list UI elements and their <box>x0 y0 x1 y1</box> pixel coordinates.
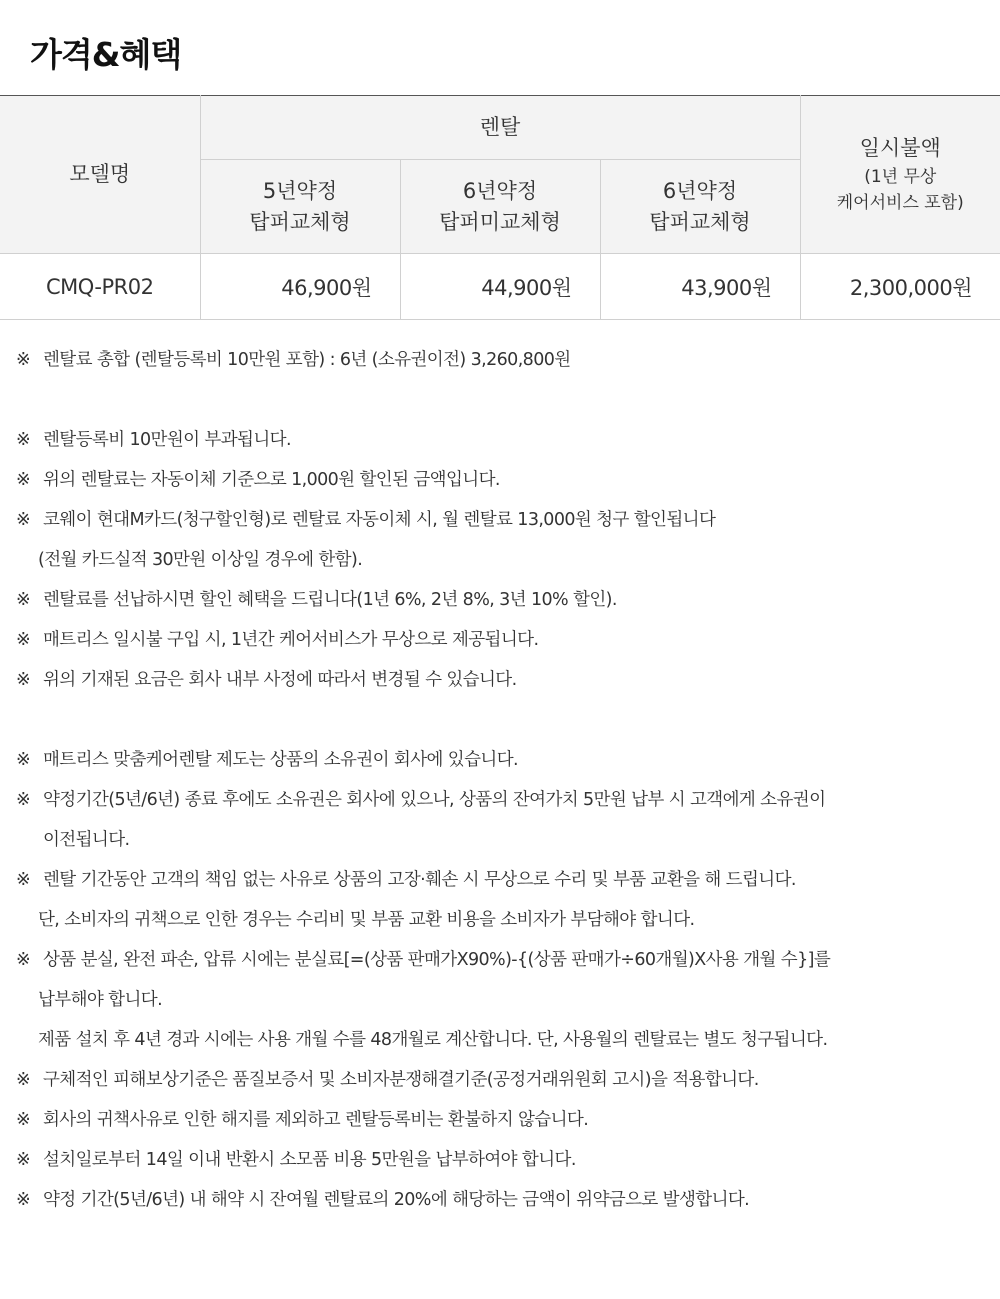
note-text: 약정 기간(5년/6년) 내 해약 시 잔여월 렌탈료의 20%에 해당하는 금액이 위약금으로 발생합니다. <box>43 1190 750 1210</box>
header-lump-sum-note-1: (1년 무상 <box>864 167 937 187</box>
note-mark: ※ <box>16 350 31 370</box>
table-header-row <box>0 96 1000 160</box>
note-mark: ※ <box>16 870 31 890</box>
note-text: 위의 기재된 요금은 회사 내부 사정에 따라서 변경될 수 있습니다. <box>43 670 517 690</box>
header-plan-1 <box>200 160 400 254</box>
table-row <box>0 254 1000 320</box>
note-text: 위의 렌탈료는 자동이체 기준으로 1,000원 할인된 금액입니다. <box>43 470 500 490</box>
cell-price-plan-1: 46,900원 <box>200 254 400 320</box>
note-text: 구체적인 피해보상기준은 품질보증서 및 소비자분쟁해결기준(공정거래위원회 고시)을 적용합니다. <box>43 1070 759 1090</box>
note-lump-sum-care <box>16 620 986 660</box>
note-loss-fee-cont: 납부해야 합니다. <box>38 990 163 1010</box>
note-mark: ※ <box>16 790 31 810</box>
note-refund <box>16 1100 986 1140</box>
header-lump-sum-note-2: 케어서비스 포함) <box>836 193 964 213</box>
note-text: 매트리스 일시불 구입 시, 1년간 케어서비스가 무상으로 제공됩니다. <box>43 630 539 650</box>
note-ownership-transfer-cont: 이전됩니다. <box>43 830 130 850</box>
plan-type: 탑퍼교체형 <box>649 209 751 234</box>
cell-price-plan-2: 44,900원 <box>400 254 600 320</box>
note-prepay-discount <box>16 580 986 620</box>
plan-type: 탑퍼미교체형 <box>439 209 561 234</box>
header-lump-sum-label: 일시불액 <box>859 136 941 160</box>
header-plan-2 <box>400 160 600 254</box>
note-repair <box>16 860 986 900</box>
price-table <box>0 95 1000 320</box>
note-ownership <box>16 740 986 780</box>
note-autopay-discount <box>16 460 986 500</box>
header-rental: 렌탈 <box>200 96 800 160</box>
note-price-change <box>16 660 986 700</box>
header-plan-3 <box>600 160 800 254</box>
note-mark: ※ <box>16 1070 31 1090</box>
spacer <box>16 700 986 740</box>
cell-lump-sum: 2,300,000원 <box>800 254 1000 320</box>
note-loss-fee <box>16 940 986 980</box>
page-title: 가격&혜택 <box>30 35 182 74</box>
note-mark: ※ <box>16 430 31 450</box>
note-penalty <box>16 1180 986 1220</box>
plan-term: 5년약정 <box>262 178 338 203</box>
note-mark: ※ <box>16 1110 31 1130</box>
note-repair-cont: 단, 소비자의 귀책으로 인한 경우는 수리비 및 부품 교환 비용을 소비자가 부담해야 합니다. <box>38 910 695 930</box>
note-text: 렌탈료 총합 (렌탈등록비 10만원 포함) : 6년 (소유권이전) 3,260,800원 <box>43 350 571 370</box>
header-model: 모델명 <box>0 96 200 254</box>
note-mark: ※ <box>16 590 31 610</box>
notes-list <box>16 340 986 1220</box>
cell-price-plan-3: 43,900원 <box>600 254 800 320</box>
note-mark: ※ <box>16 750 31 770</box>
note-mark: ※ <box>16 950 31 970</box>
note-loss-fee-cont-2: 제품 설치 후 4년 경과 시에는 사용 개월 수를 48개월로 계산합니다. 단, 사용월의 렌탈료는 별도 청구됩니다. <box>38 1030 828 1050</box>
note-text: 약정기간(5년/6년) 종료 후에도 소유권은 회사에 있으나, 상품의 잔여가치 5만원 납부 시 고객에게 소유권이 <box>43 790 826 810</box>
note-mark: ※ <box>16 1190 31 1210</box>
note-total-rental <box>16 340 986 380</box>
note-text: 렌탈 기간동안 고객의 책임 없는 사유로 상품의 고장·훼손 시 무상으로 수리 및 부품 교환을 해 드립니다. <box>43 870 796 890</box>
note-ownership-transfer <box>16 780 986 820</box>
note-text: 렌탈료를 선납하시면 할인 혜택을 드립니다(1년 6%, 2년 8%, 3년 10% 할인). <box>43 590 617 610</box>
cell-model: CMQ-PR02 <box>0 254 200 320</box>
note-mark: ※ <box>16 510 31 530</box>
spacer <box>16 380 986 420</box>
plan-term: 6년약정 <box>662 178 738 203</box>
note-text: 코웨이 현대M카드(청구할인형)로 렌탈료 자동이체 시, 월 렌탈료 13,000원 청구 할인됩니다 <box>43 510 716 530</box>
note-text: 회사의 귀책사유로 인한 해지를 제외하고 렌탈등록비는 환불하지 않습니다. <box>43 1110 589 1130</box>
note-mark: ※ <box>16 670 31 690</box>
plan-type: 탑퍼교체형 <box>249 209 351 234</box>
note-card-discount-condition: (전월 카드실적 30만원 이상일 경우에 한함). <box>38 550 363 570</box>
header-lump-sum <box>800 96 1000 254</box>
note-mark: ※ <box>16 470 31 490</box>
note-text: 렌탈등록비 10만원이 부과됩니다. <box>43 430 291 450</box>
note-mark: ※ <box>16 1150 31 1170</box>
note-text: 설치일로부터 14일 이내 반환시 소모품 비용 5만원을 납부하여야 합니다. <box>43 1150 576 1170</box>
note-card-discount <box>16 500 986 540</box>
plan-term: 6년약정 <box>462 178 538 203</box>
note-text: 매트리스 맞춤케어렌탈 제도는 상품의 소유권이 회사에 있습니다. <box>43 750 518 770</box>
note-compensation <box>16 1060 986 1100</box>
note-return <box>16 1140 986 1180</box>
note-mark: ※ <box>16 630 31 650</box>
note-text: 상품 분실, 완전 파손, 압류 시에는 분실료[=(상품 판매가X90%)-{(상품 판매가÷60개월)X사용 개월 수}]를 <box>43 950 831 970</box>
note-registration-fee <box>16 420 986 460</box>
